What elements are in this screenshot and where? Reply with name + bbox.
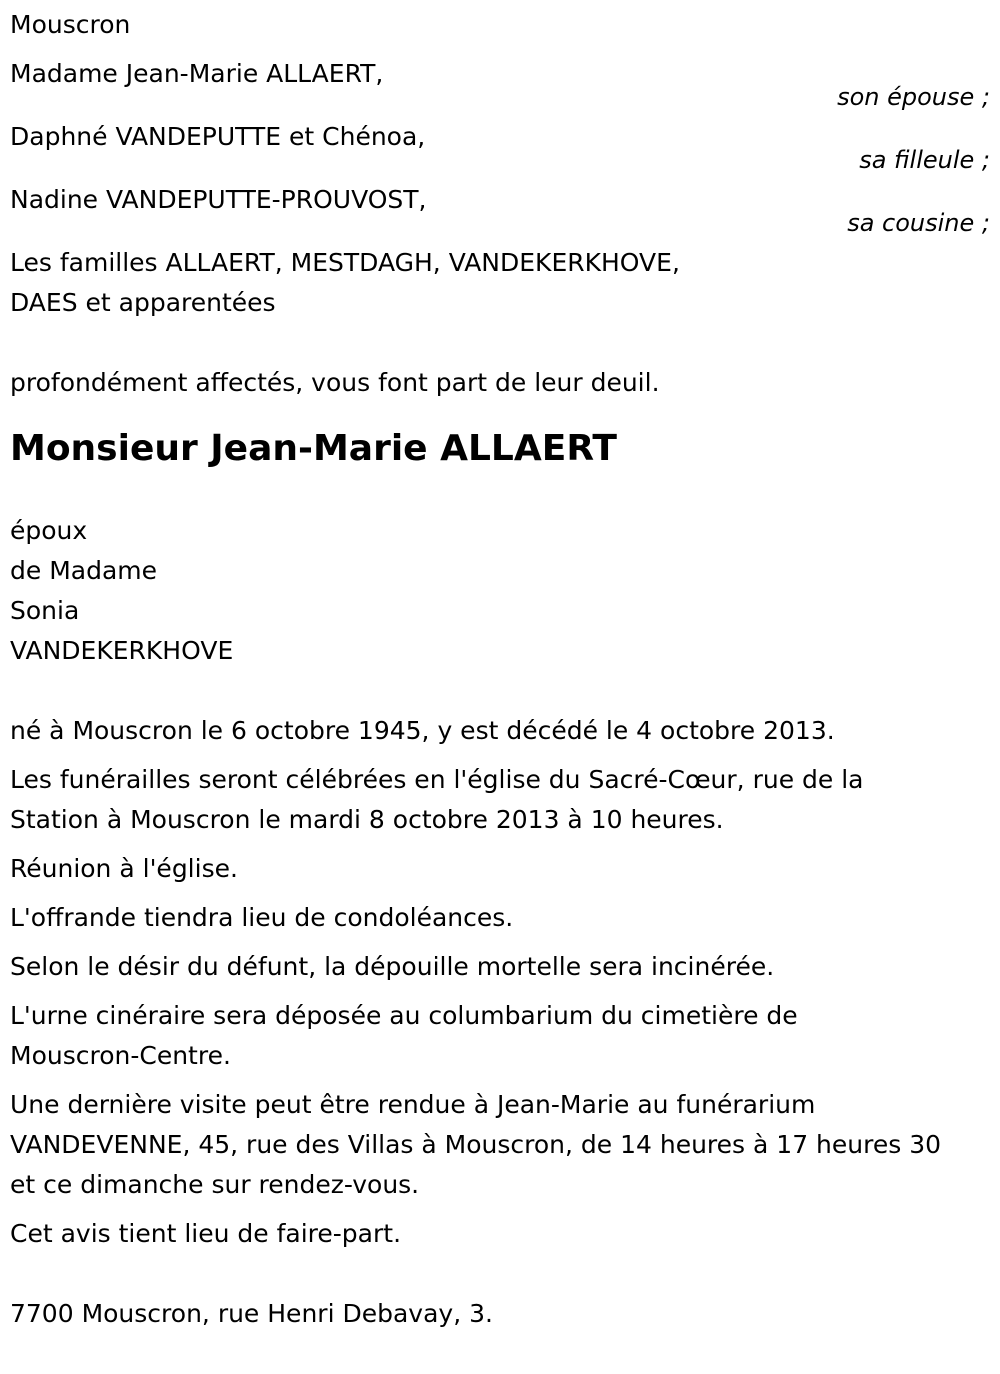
detail-line: Réunion à l'église.	[10, 854, 238, 883]
mourner-relation: sa filleule ;	[859, 146, 990, 174]
spouse-line: de Madame	[10, 556, 158, 585]
mourner-row	[10, 180, 990, 243]
obituary-notice	[10, 5, 990, 1334]
detail-line: Station à Mouscron le mardi 8 octobre 2013 à 10 heures.	[10, 805, 724, 834]
spouse-line: VANDEKERKHOVE	[10, 636, 234, 665]
detail-line: Mouscron-Centre.	[10, 1041, 231, 1070]
detail-line: Selon le désir du défunt, la dépouille mortelle sera incinérée.	[10, 952, 775, 981]
birth-death-text: né à Mouscron le 6 octobre 1945, y est décédé le 4 octobre 2013.	[10, 716, 835, 745]
detail-paragraph	[10, 849, 990, 889]
detail-paragraph	[10, 760, 990, 840]
location-heading: Mouscron	[10, 10, 131, 39]
detail-line: L'offrande tiendra lieu de condoléances.	[10, 903, 514, 932]
detail-paragraph	[10, 996, 990, 1076]
mourner-name: Madame Jean-Marie ALLAERT,	[10, 59, 384, 88]
families-line: DAES et apparentées	[10, 288, 276, 317]
detail-line: et ce dimanche sur rendez-vous.	[10, 1170, 420, 1199]
families-line: Les familles ALLAERT, MESTDAGH, VANDEKERKHOVE,	[10, 248, 680, 277]
mourner-row	[10, 54, 990, 117]
detail-line: Une dernière visite peut être rendue à Jean-Marie au funérarium	[10, 1090, 816, 1119]
address-text: 7700 Mouscron, rue Henri Debavay, 3.	[10, 1299, 493, 1328]
spouse-line: Sonia	[10, 596, 80, 625]
mourner-relation: sa cousine ;	[847, 209, 990, 237]
detail-line: Les funérailles seront célébrées en l'église du Sacré-Cœur, rue de la	[10, 765, 864, 794]
mourner-row	[10, 117, 990, 180]
mourner-name: Daphné VANDEPUTTE et Chénoa,	[10, 122, 426, 151]
detail-line: L'urne cinéraire sera déposée au columbarium du cimetière de	[10, 1001, 798, 1030]
detail-paragraph	[10, 1085, 990, 1205]
detail-paragraph	[10, 1214, 990, 1254]
announcement-text: profondément affectés, vous font part de leur deuil.	[10, 368, 660, 397]
detail-paragraph	[10, 898, 990, 938]
mourner-name: Nadine VANDEPUTTE-PROUVOST,	[10, 185, 427, 214]
mourner-relation: son épouse ;	[837, 83, 990, 111]
deceased-name: Monsieur Jean-Marie ALLAERT	[10, 428, 617, 469]
spouse-block	[10, 511, 990, 671]
families-block	[10, 243, 990, 323]
detail-line: Cet avis tient lieu de faire-part.	[10, 1219, 402, 1248]
spouse-line: époux	[10, 516, 88, 545]
detail-line: VANDEVENNE, 45, rue des Villas à Mouscron, de 14 heures à 17 heures 30	[10, 1130, 942, 1159]
detail-paragraph	[10, 947, 990, 987]
